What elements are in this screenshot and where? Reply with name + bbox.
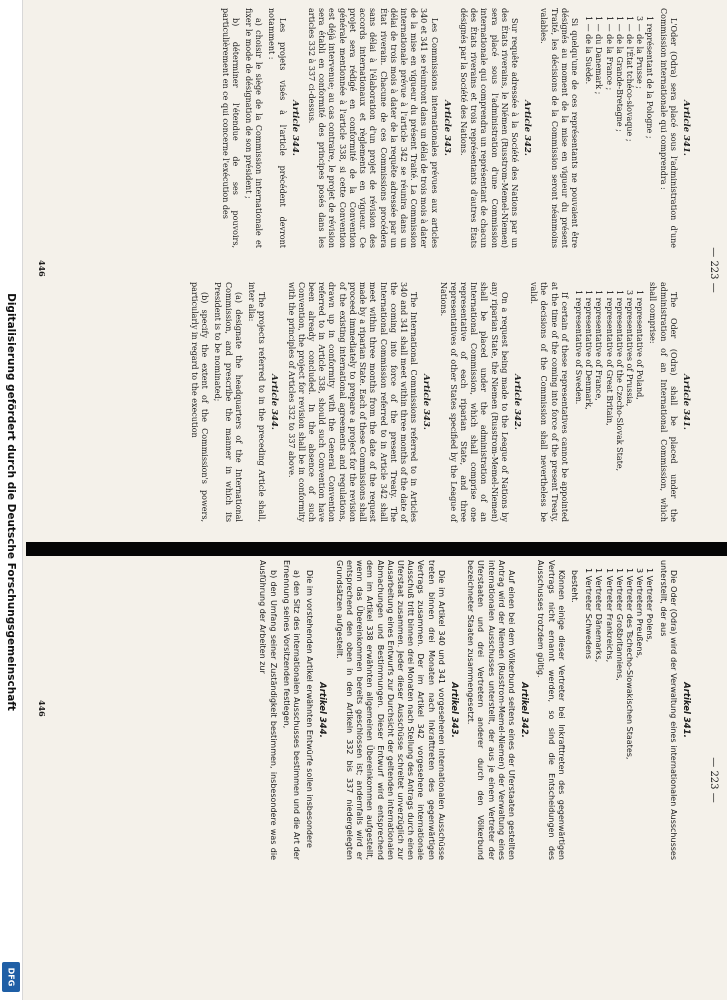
list-item: 1 — de la Suède. xyxy=(584,16,594,85)
list-item: 3 — de la Prusse ; xyxy=(635,16,645,89)
article-343-paragraph: Les Commissions internationales prévues aux articles 340 et 341 se réuniront dans un délai de trois mois à dater de la mise en vigueur du présent Traité. La Commission internationale prévue à l'article 342 se réunira dans un délai de trois mois à dater de la requête adressée par un État riverain. Chacune de ces Commissions procédera sans délai à l'élaboration d'un projet de révision des accords internationaux et règlements en vigueur. Ce projet sera rédigé en conformité de la Convention générale mentionnée à l'article 338, si cette Convention est déjà intervenue; au cas contraire, le projet de révision sera établi en conformité des principes posés dans les articles 332 à 337 ci-dessus. xyxy=(307,8,439,248)
list-item: 1 representative of Great Britain, xyxy=(604,290,614,426)
article-341-intro: Die Oder (Odra) wird der Verwaltung eines internationalen Ausschusses unterstellt, der aus xyxy=(658,560,678,860)
article-341-list xyxy=(583,8,654,248)
page-seam xyxy=(26,542,727,556)
article-342-heading: Article 342. xyxy=(511,374,522,430)
banner-text: Digitalisierung gefördert durch die Deutsche Forschungsgemeinschaft xyxy=(5,293,17,711)
article-344-item-a: a) choisir le siège de la Commission internationale et fixer le mode de désignation de son président ; xyxy=(244,8,264,248)
article-344-heading: Artikel 344. xyxy=(317,682,328,738)
article-344-intro: Die im vorstehenden Artikel erwähnten Entwürfe sollen insbesondere xyxy=(305,570,315,848)
list-item: 1 representative of Poland, xyxy=(635,290,645,400)
article-341-heading: Article 341. xyxy=(681,100,691,156)
article-341-intro: The Oder (Odra) shall be placed under the administration of an International Commission, which shall comprise: xyxy=(648,282,678,522)
article-344-intro: The projects referred to in the preceding Article shall, inter alia: xyxy=(247,282,267,522)
article-341-paragraph: Können einige dieser Vertreter bei Inkrafttreten des gegenwärtigen Vertrags nicht ernannt werden, so sind die Entscheidungen des Ausschusses trotzdem gültig. xyxy=(536,560,566,860)
article-341-paragraph: Si quelqu'une de ces représentants ne pouvaient être désignés au moment de la mise en vigueur du présent Traité, les décisions de la Commission seront néanmoins valables. xyxy=(539,8,579,248)
article-341-intro: L'Oder (Odra) sera placé sous l'administration d'une Commission internationale qui comprendra : xyxy=(658,8,678,248)
list-item: 1 representative of Denmark, xyxy=(584,290,594,410)
article-342-paragraph: On a request being made to the League of Nations by any riparian State, the Niemen (Russtrom-Memel-Niemen) shall be placed under the administration of an International Commission, which shall comprise one representative of each riparian State, and three representatives of other States specified by the League of Nations. xyxy=(438,282,509,522)
article-341-list xyxy=(583,560,654,860)
article-344-item-a: a) den Sitz des internationalen Ausschusses bestimmen und die Art der Ernennung seines Vorsitzenden festlegen, xyxy=(281,560,302,860)
page-number: — 223 — xyxy=(708,757,719,803)
article-342-paragraph: Auf einen bei dem Völkerbund seitens eines der Uferstaaten gestellten Antrag wird der Niemen (Russtrom-Memel-Niemen) der Verwaltung eines internationalen Ausschusses unterstellt, der aus je einem Vertreter der Uferstaaten und drei Vertretern anderer durch den Völkerbund bezeichneter Staaten zusammengesetzt. xyxy=(466,560,516,860)
article-343-heading: Article 343. xyxy=(421,374,432,430)
dfg-logo-icon xyxy=(2,962,20,992)
french-column xyxy=(216,8,697,248)
article-344-intro: Les projets visés à l'article précédent devront notamment : xyxy=(267,8,287,248)
article-344-item-b: b) den Umfang seiner Zuständigkeit bestimmen, insbesondere was die Ausführung der Arbeiten zur xyxy=(258,560,278,860)
article-344-item-b: (b) specify the extent of the Commission's powers, particularly in regard to the execution xyxy=(190,282,210,522)
article-341-end: besteht. xyxy=(569,570,579,603)
article-342-heading: Article 342. xyxy=(522,100,533,156)
article-344-item-b: b) déterminer l'étendue de ses pouvoirs, particulièrement en ce qui concerne l'exécution des xyxy=(220,8,240,248)
folio-number: 446 xyxy=(37,260,47,277)
list-item: 1 — de l'État tchéco-slovaque ; xyxy=(624,16,634,142)
list-item: 1 Vertreter Dänemarks, xyxy=(594,568,604,663)
list-item: 3 representatives of Prussia, xyxy=(624,290,634,407)
list-item: 1 Vertreter Polens, xyxy=(645,568,655,643)
list-item: 1 Vertreter des Tschecho-Slowakischen Staates, xyxy=(624,568,634,760)
list-item: 1 représentant de la Pologne ; xyxy=(645,16,655,139)
scanned-page xyxy=(26,0,727,1000)
article-343-heading: Artikel 343. xyxy=(448,682,459,738)
article-341-paragraph: If certain of these representatives cannot be appointed at the time of the coming into force of the present Treaty, the decisions of the Commission shall nevertheless be valid. xyxy=(529,282,569,522)
page-number: — 223 — xyxy=(708,247,719,293)
german-column xyxy=(254,560,697,860)
english-column xyxy=(186,282,697,522)
list-item: 1 — de la France ; xyxy=(604,16,614,91)
article-341-list xyxy=(573,282,644,522)
folio-number: 446 xyxy=(37,700,47,717)
list-item: 1 representative of the Czecho-Slovak State, xyxy=(614,290,624,472)
page-french-english xyxy=(26,0,727,540)
list-item: 3 Vertretern Preußens, xyxy=(635,568,645,659)
digitization-banner xyxy=(0,0,23,1000)
list-item: 1 Vertreter Frankreichs, xyxy=(604,568,614,663)
article-344-heading: Article 344. xyxy=(289,100,300,156)
list-item: 1 — du Danemark ; xyxy=(594,16,604,95)
list-item: 1 — de la Grande-Bretagne ; xyxy=(614,16,624,132)
article-343-paragraph: Die im Artikel 340 und 341 vorgesehenen internationalen Ausschüsse treten binnen drei Monaten nach Inkrafttreten des gegenwärtigen Vertrags zusammen. Der im Artikel 342 vorgesehene internationale Ausschuß tritt binnen drei Monaten nach Stellung des Antrags durch einen Uferstaat zusammen. Jeder dieser Ausschüsse schreitet unverzüglich zur Ausarbeitung eines Entwurfs zur Durchsicht der geltenden internationalen Abmachungen und Bestimmungen. Dieser Entwurf wird entsprechend dem im Artikel 338 erwähnten allgemeinen Übereinkommen aufgestellt, wenn das Übereinkommen bereits geschlossen ist; andernfalls wird er entsprechend den oben in den Artikeln 332 bis 337 niedergelegten Grundsätzen aufgestellt. xyxy=(334,560,446,860)
list-item: 1 representative of France, xyxy=(594,290,604,401)
article-342-heading: Artikel 342. xyxy=(519,682,530,738)
dfg-logo-text: DFG xyxy=(6,967,16,987)
list-item: 1 representative of Sweden. xyxy=(573,290,583,405)
list-item: 1 Vertreter Großbritanniens, xyxy=(614,568,624,681)
list-item: 1 Vertreter Schwedens xyxy=(584,568,594,660)
page-german xyxy=(26,560,727,1000)
article-342-paragraph: Sur requête adressée à la Société des Nations par un des États riverains, le Niémen (Russtrom-Memel-Niemen) sera placé sous l'administration d'une Commission internationale qui comprendra un représentant de chacun des États riverains et trois représentants d'autres États désignés par la Société des Nations. xyxy=(458,8,519,248)
article-343-heading: Article 343. xyxy=(441,100,452,156)
article-341-heading: Article 341. xyxy=(681,374,691,430)
article-344-item-a: (a) designate the headquarters of the International Commission, and prescribe the manner in which its President is to be nominated; xyxy=(213,282,243,522)
article-343-paragraph: The International Commissions referred to in Articles 340 and 341 shall meet within three months of the date of the coming into force of the present Treaty. The International Commission referred to in Article 342 shall meet within three months from the date of the request made by a riparian State. Each of these Commissions shall proceed immediately to prepare a project for the revision of the existing international agreements and regulations, drawn up in conformity with the General Convention referred to in Article 338, should such Convention have been already concluded. In the absence of such Convention, the project for revision shall be in conformity with the principles of Articles 332 to 337 above. xyxy=(286,282,419,522)
article-341-heading: Artikel 341. xyxy=(681,682,691,738)
article-344-heading: Article 344. xyxy=(269,374,280,430)
rotated-spread xyxy=(26,0,727,1000)
